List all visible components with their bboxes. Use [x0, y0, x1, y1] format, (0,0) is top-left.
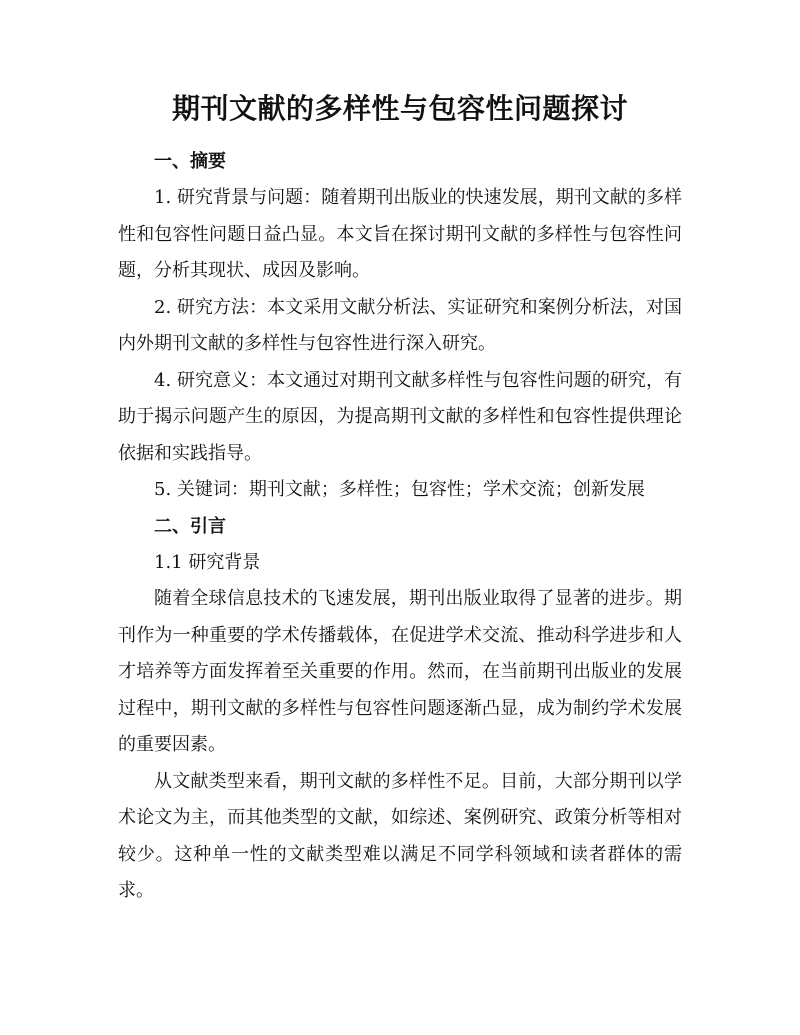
- document-title: 期刊文献的多样性与包容性问题探讨: [171, 92, 628, 125]
- abstract-item-background: 1. 研究背景与问题：随着期刊出版业的快速发展，期刊文献的多样性和包容性问题日益凸显。本文旨在探讨期刊文献的多样性与包容性问题，分析其现状、成因及影响。: [118, 187, 682, 281]
- intro-heading: 二、引言: [154, 515, 226, 537]
- abstract-item-method: 2. 研究方法：本文采用文献分析法、实证研究和案例分析法，对国内外期刊文献的多样性与包容性进行深入研究。: [118, 296, 682, 354]
- abstract-item-significance: 4. 研究意义：本文通过对期刊文献多样性与包容性问题的研究，有助于揭示问题产生的原因，为提高期刊文献的多样性和包容性提供理论依据和实践指导。: [118, 369, 682, 464]
- document-page: [118, 88, 682, 910]
- abstract-item-keywords: 5. 关键词：期刊文献；多样性；包容性；学术交流；创新发展: [154, 479, 645, 500]
- intro-subheading: 1.1 研究背景: [154, 551, 261, 573]
- intro-section: [118, 509, 682, 910]
- intro-paragraph: 随着全球信息技术的飞速发展，期刊出版业取得了显著的进步。期刊作为一种重要的学术传播载体，在促进学术交流、推动科学进步和人才培养等方面发挥着至关重要的作用。然而，在当前期刊出版业的发展过程中，期刊文献的多样性与包容性问题逐渐凸显，成为制约学术发展的重要因素。: [118, 588, 682, 755]
- abstract-heading: 一、摘要: [154, 151, 226, 172]
- abstract-section: [118, 144, 682, 509]
- intro-paragraph: 从文献类型来看，期刊文献的多样性不足。目前，大部分期刊以学术论文为主，而其他类型的文献，如综述、案例研究、政策分析等相对较少。这种单一性的文献类型难以满足不同学科领域和读者群体的需求。: [118, 770, 682, 901]
